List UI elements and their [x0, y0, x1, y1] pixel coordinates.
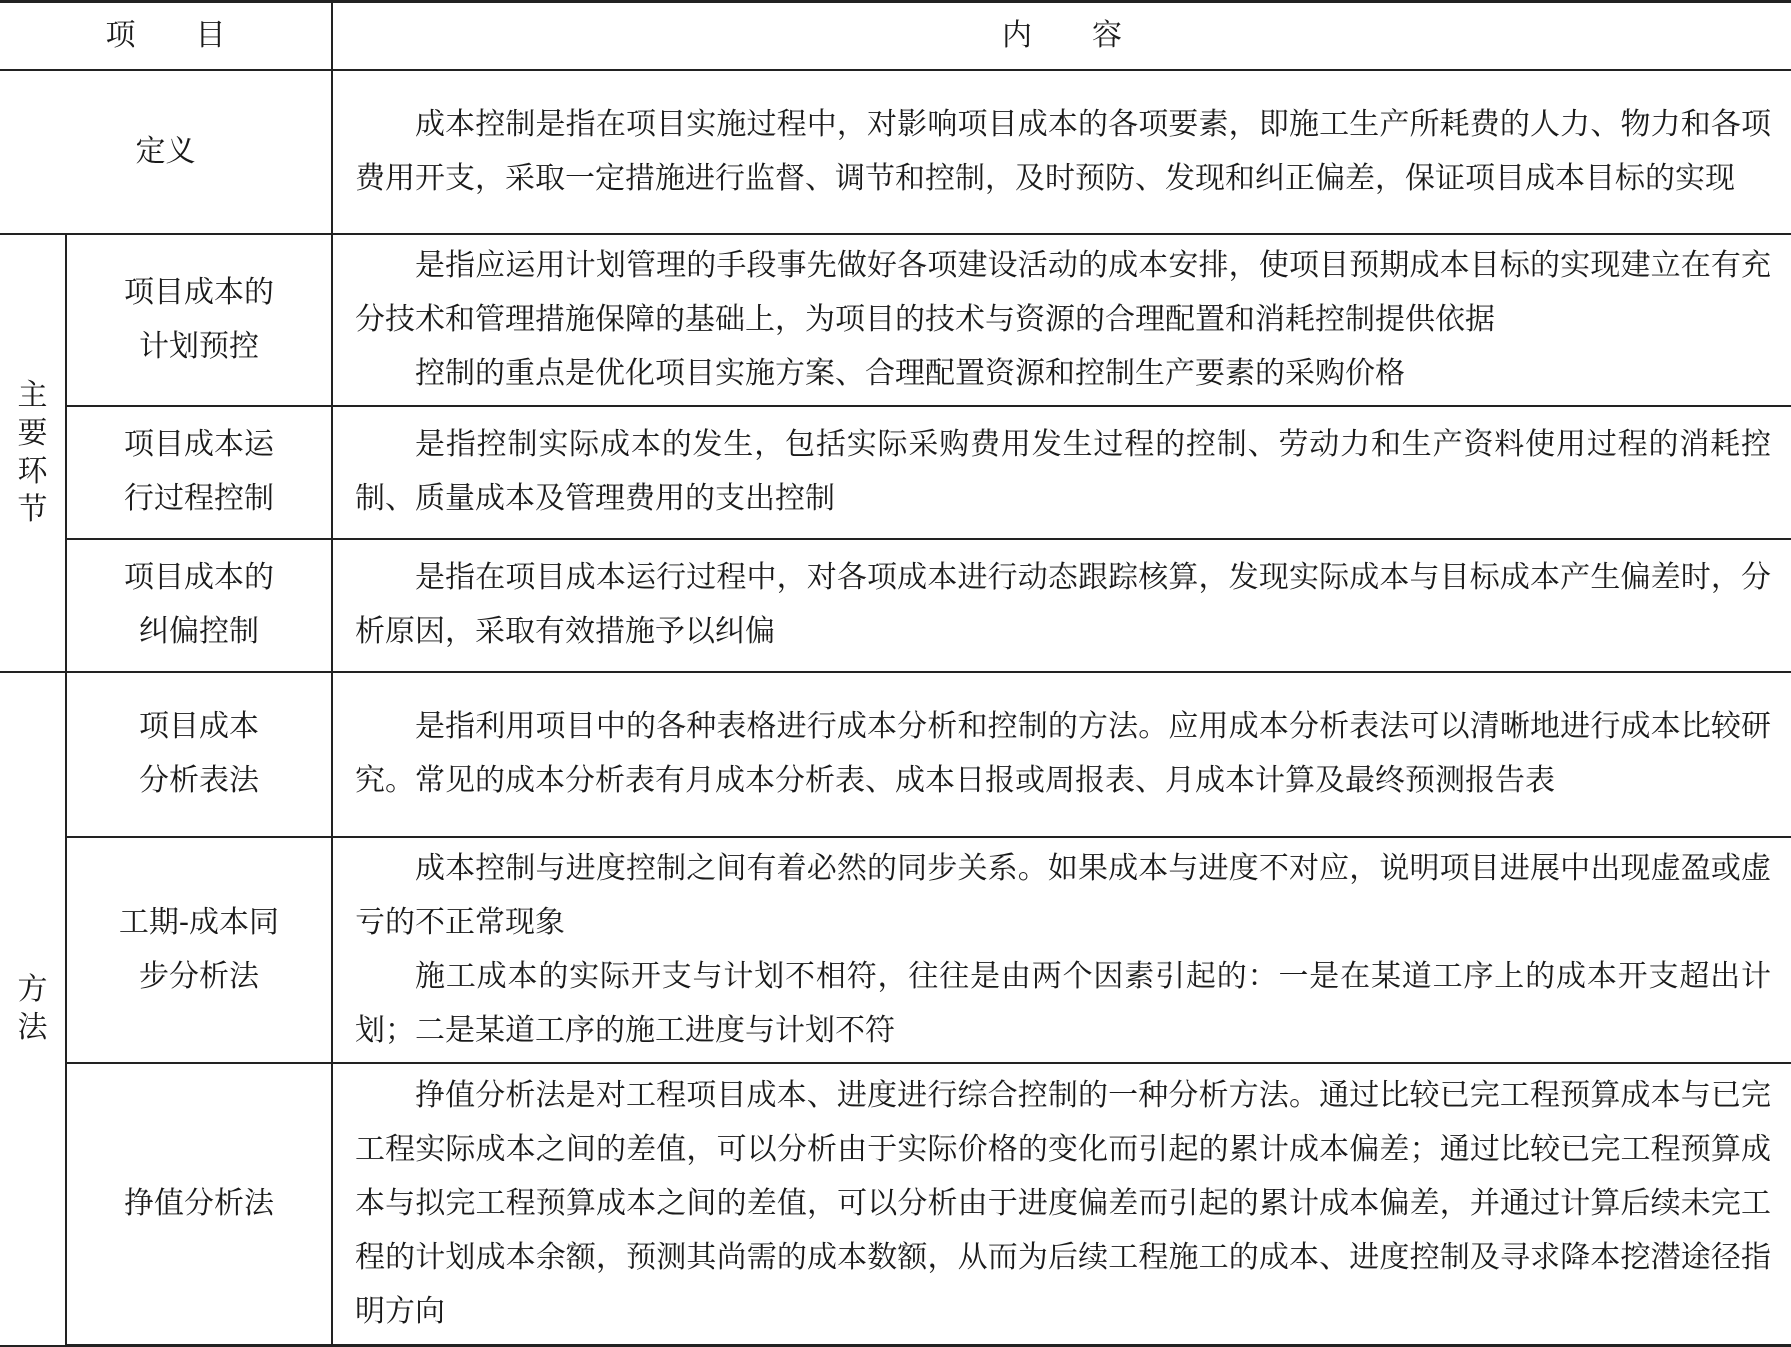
- content-paragraph: 控制的重点是优化项目实施方案、合理配置资源和控制生产要素的采购价格: [415, 355, 1405, 391]
- item-content-schedule-cost-method: [332, 837, 1791, 1063]
- item-label-plan-precontrol: [66, 234, 332, 406]
- item-content-definition: [332, 70, 1791, 234]
- row-schedule-cost-method: [0, 837, 1791, 1063]
- row-process-control: [0, 406, 1791, 539]
- item-label-line: 项目成本: [139, 709, 259, 744]
- item-label-line: 计划预控: [139, 328, 259, 364]
- content-paragraph: 是指在项目成本运行过程中，对各项成本进行动态跟踪核算，发现实际成本与目标成本产生偏差时，分析原因，采取有效措施予以纠偏: [355, 560, 1771, 649]
- item-label-line: 项目成本的: [124, 274, 274, 310]
- row-earned-value-method: [0, 1063, 1791, 1346]
- item-label-line: 纠偏控制: [139, 614, 259, 649]
- group-label-char: 方: [17, 971, 48, 1007]
- item-label-line: 步分析法: [139, 958, 259, 994]
- header-item: 项 目: [0, 2, 332, 70]
- group-label-char: 主: [17, 377, 48, 413]
- header-row: [0, 2, 1791, 70]
- group-label-methods: [0, 672, 66, 1346]
- item-content-process-control: [332, 406, 1791, 539]
- item-label-earned-value-method: [66, 1063, 332, 1346]
- item-content-correction-control: [332, 539, 1791, 672]
- row-correction-control: [0, 539, 1791, 672]
- content-paragraph: 施工成本的实际开支与计划不相符，往往是由两个因素引起的：一是在某道工序上的成本开支超出计划；二是某道工序的施工进度与计划不符: [355, 958, 1771, 1048]
- row-definition: [0, 70, 1791, 234]
- group-label-main-stages: [0, 234, 66, 672]
- group-label-char: 节: [17, 491, 48, 527]
- item-content-plan-precontrol: [332, 234, 1791, 406]
- group-label-char: 环: [17, 453, 48, 489]
- item-label-line: 挣值分析法: [124, 1185, 274, 1221]
- item-label-line: 工期-成本同: [118, 904, 280, 940]
- item-label-process-control: [66, 406, 332, 539]
- item-label-definition: 定义: [0, 70, 332, 234]
- content-paragraph: 成本控制与进度控制之间有着必然的同步关系。如果成本与进度不对应，说明项目进展中出现虚盈或虚亏的不正常现象: [355, 850, 1771, 940]
- item-label-analysis-table-method: [66, 672, 332, 837]
- item-content-analysis-table-method: [332, 672, 1791, 837]
- content-paragraph: 是指利用项目中的各种表格进行成本分析和控制的方法。应用成本分析表法可以清晰地进行成本比较研究。常见的成本分析表有月成本分析表、成本日报或周报表、月成本计算及最终预测报告表: [355, 709, 1771, 798]
- item-label-line: 项目成本运: [124, 427, 274, 462]
- group-label-char: 要: [17, 415, 48, 451]
- header-content: 内 容: [332, 2, 1791, 70]
- item-label-correction-control: [66, 539, 332, 672]
- row-analysis-table-method: [0, 672, 1791, 837]
- content-paragraph: 是指应运用计划管理的手段事先做好各项建设活动的成本安排，使项目预期成本目标的实现建立在有充分技术和管理措施保障的基础上，为项目的技术与资源的合理配置和消耗控制提供依据: [355, 247, 1771, 337]
- item-label-line: 行过程控制: [124, 481, 274, 516]
- item-content-earned-value-method: [332, 1063, 1791, 1346]
- content-paragraph: 是指控制实际成本的发生，包括实际采购费用发生过程的控制、劳动力和生产资料使用过程的消耗控制、质量成本及管理费用的支出控制: [355, 427, 1771, 516]
- item-label-line: 分析表法: [139, 763, 259, 798]
- content-paragraph: 挣值分析法是对工程项目成本、进度进行综合控制的一种分析方法。通过比较已完工程预算成本与已完工程实际成本之间的差值，可以分析由于实际价格的变化而引起的累计成本偏差；通过比较已完工程预算成本与拟完工程预算成本之间的差值，可以分析由于进度偏差而引起的累计成本偏差，并通过计算后续未完工程的计划成本余额，预测其尚需的成本数额，从而为后续工程施工的成本、进度控制及寻求降本挖潜途径指明方向: [355, 1077, 1771, 1329]
- group-label-char: 法: [17, 1009, 48, 1045]
- content-paragraph: 成本控制是指在项目实施过程中，对影响项目成本的各项要素，即施工生产所耗费的人力、物力和各项费用开支，采取一定措施进行监督、调节和控制，及时预防、发现和纠正偏差，保证项目成本目标的实现: [355, 106, 1771, 196]
- item-label-line: 项目成本的: [124, 560, 274, 595]
- row-plan-precontrol: [0, 234, 1791, 406]
- item-label-schedule-cost-method: [66, 837, 332, 1063]
